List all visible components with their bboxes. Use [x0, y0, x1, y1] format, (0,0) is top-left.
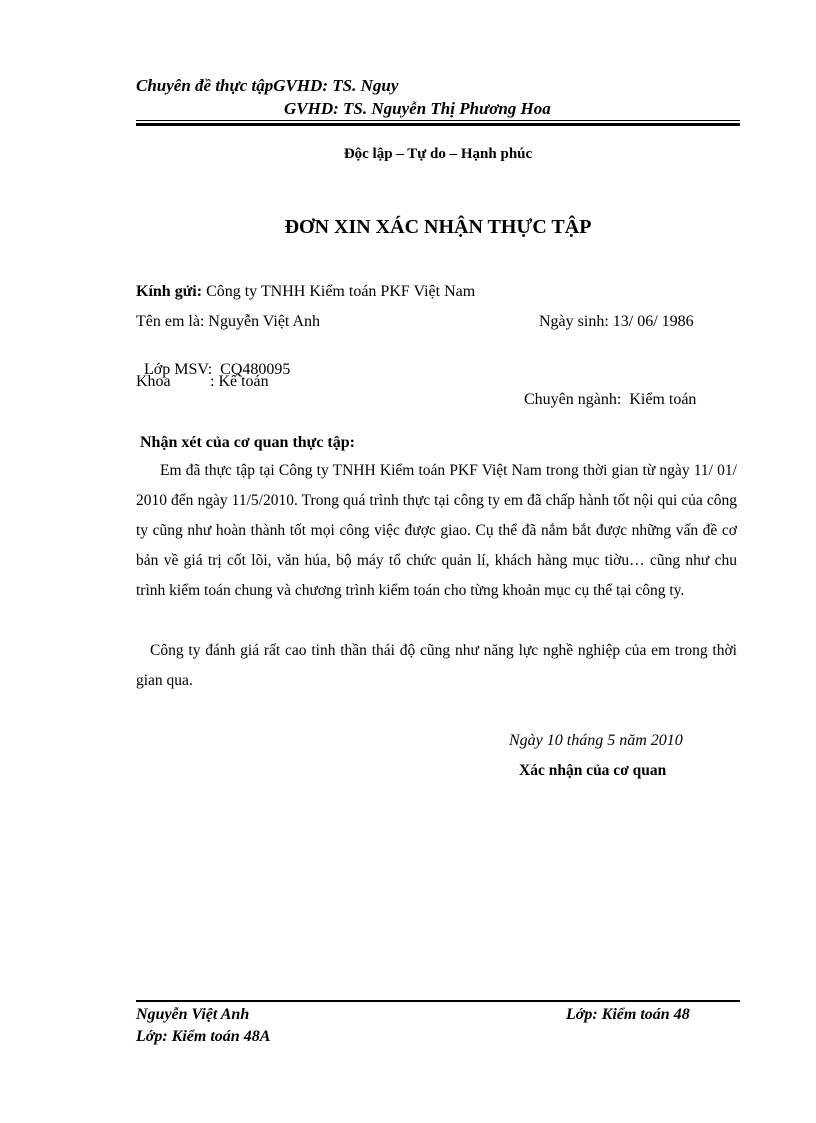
signature-label: Xác nhận của cơ quan	[519, 762, 667, 779]
major-value: Kiểm toán	[621, 391, 697, 408]
footer-class-left: Lớp: Kiểm toán 48A	[136, 1028, 271, 1045]
header-line-2: GVHD: TS. Nguyễn Thị Phương Hoa	[284, 99, 551, 118]
dob-label: Ngày sinh:	[539, 313, 609, 330]
class-label: Lớp MSV:	[144, 361, 213, 378]
header-line-1: Chuyên đề thực tậpGVHD: TS. Nguy	[136, 76, 399, 95]
footer-rule	[136, 1000, 740, 1002]
faculty-label: Khoa	[136, 373, 171, 390]
class-value: CQ480095	[212, 361, 291, 378]
header-rule-thick	[136, 123, 740, 126]
recipient-value: Công ty TNHH Kiểm toán PKF Việt Nam	[202, 283, 476, 300]
review-paragraph-2: Công ty đánh giá rất cao tinh thần thái độ cũng như năng lực nghề nghiệp của em trong thời gian qua.	[136, 642, 737, 689]
recipient-label: Kính gửi:	[136, 283, 203, 300]
student-name-label: Tên em là:	[136, 313, 205, 330]
footer-class-right: Lớp: Kiểm toán 48	[566, 1006, 690, 1023]
dob-line	[539, 313, 694, 331]
motto: Độc lập – Tự do – Hạnh phúc	[343, 146, 533, 162]
faculty-value: : Kế toán	[210, 373, 269, 390]
major-label: Chuyên ngành:	[524, 391, 622, 408]
page-title: ĐƠN XIN XÁC NHẬN THỰC TẬP	[284, 216, 592, 238]
student-name-line	[136, 313, 320, 331]
major-line	[516, 373, 696, 409]
review-paragraph-1: Em đã thực tập tại Công ty TNHH Kiểm toán PKF Việt Nam trong thời gian từ ngày 11/ 01/ 2010 đến ngày 11/5/2010. Trong quá trình thực tại công ty em đã chấp hành tốt nội qui của công ty cũng như hoàn thành tốt mọi công việc được giao. Cụ thể đã nắm bắt được những vấn đề cơ bản về giá trị cốt lõi, văn húa, bộ máy tổ chức quản lí, khách hàng mục tiờu… cũng như chu trình kiểm toán chung và chương trình kiểm toán cho từng khoản mục cụ thể tại công ty.	[136, 462, 737, 599]
header-rule-thin	[136, 120, 740, 121]
dob-value: 13/ 06/ 1986	[608, 313, 694, 330]
student-name-value: Nguyễn Việt Anh	[204, 313, 321, 330]
signature-date: Ngày 10 tháng 5 năm 2010	[509, 732, 683, 749]
footer-author: Nguyễn Việt Anh	[136, 1006, 250, 1023]
review-heading: Nhận xét của cơ quan thực tập:	[140, 434, 355, 451]
recipient-line	[136, 283, 475, 301]
